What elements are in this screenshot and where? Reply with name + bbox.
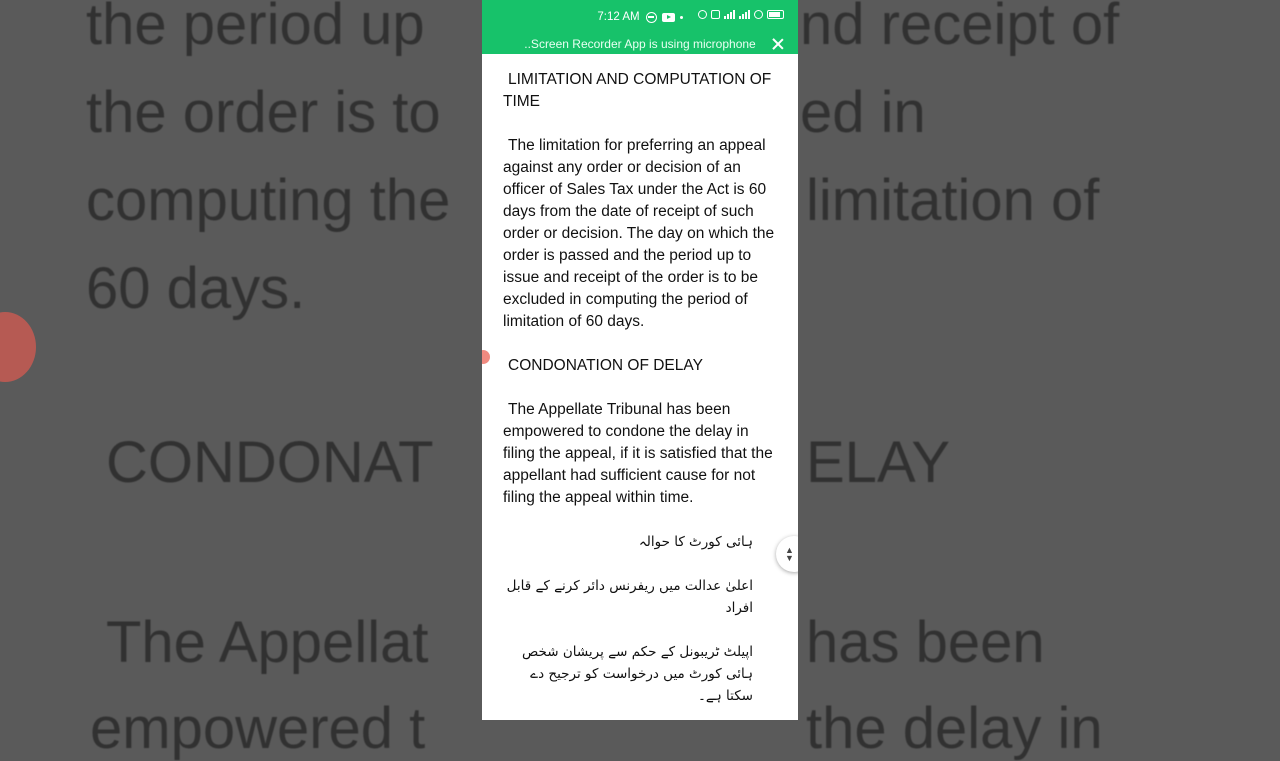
- paragraph-limitation: The limitation for preferring an appeal against any order or decision of an officer of Sales Tax under the Act is 60 days from the date of receipt of such order or decision. The day on which the order is passed and the period up to issue and receipt of the order is to be excluded in computing the period of limitation of 60 days.: [503, 137, 775, 330]
- status-left-icons: [646, 12, 683, 23]
- battery-icon: [767, 10, 784, 19]
- bg-last-right: the delay in: [806, 696, 1103, 761]
- bg-last-left: empowered t: [90, 696, 426, 761]
- phone-screen: [482, 0, 798, 720]
- document-body: [482, 54, 798, 707]
- bg-line-3-right: limitation of: [806, 168, 1100, 233]
- wifi-icon: [754, 10, 763, 19]
- paragraph-condonation: The Appellate Tribunal has been empowered to condone the delay in filing the appeal, if it is satisfied that the appellant had sufficient cause for not filing the appeal within time.: [503, 401, 773, 506]
- bg-bottom-right: has been: [806, 610, 1045, 675]
- bg-recorder-dot: [0, 312, 36, 382]
- status-time: 7:12 AM: [597, 11, 640, 23]
- bg-line-2: the order is to: [86, 80, 441, 145]
- urdu-line-eligible-persons: اعلیٰ عدالت میں ریفرنس دائر کرنے کے قابل افراد: [506, 578, 753, 616]
- bg-line-2-right: ed in: [800, 80, 926, 145]
- youtube-icon: [662, 13, 675, 22]
- bg-line-1-right: nd receipt of: [800, 0, 1120, 57]
- chevron-down-icon: ▼: [785, 553, 794, 563]
- close-icon[interactable]: [772, 38, 784, 50]
- bg-bottom-left: The Appellat: [106, 610, 429, 675]
- section-heading-condonation: CONDONATION OF DELAY: [508, 357, 703, 374]
- section-heading-limitation: LIMITATION AND COMPUTATION OF TIME: [503, 71, 772, 110]
- microphone-notification[interactable]: ..Screen Recorder App is using microphone: [524, 37, 756, 51]
- signal-2-icon: [739, 9, 750, 19]
- alarm-icon: [698, 10, 707, 19]
- status-bar: [482, 0, 798, 54]
- bg-line-3: computing the: [86, 168, 451, 233]
- more-notifications-dot-icon: [680, 16, 683, 19]
- chevron-up-icon: ▲: [785, 545, 794, 555]
- bg-line-1: the period up: [86, 0, 425, 57]
- bg-heading-right: ELAY: [806, 430, 951, 495]
- urdu-heading-high-court: ہائی کورٹ کا حوالہ: [638, 534, 753, 550]
- urdu-line-appeal: اپیلٹ ٹریبونل کے حکم سے پریشان شخص ہائی کورٹ میں درخواست کو ترجیح دے سکتا ہے۔: [522, 644, 753, 704]
- status-right-icons: [698, 9, 784, 19]
- do-not-disturb-icon: [646, 12, 657, 23]
- screen-record-icon: [711, 10, 720, 19]
- signal-icon: [724, 9, 735, 19]
- bg-line-4: 60 days.: [86, 256, 306, 321]
- bg-heading-left: CONDONAT: [106, 430, 434, 495]
